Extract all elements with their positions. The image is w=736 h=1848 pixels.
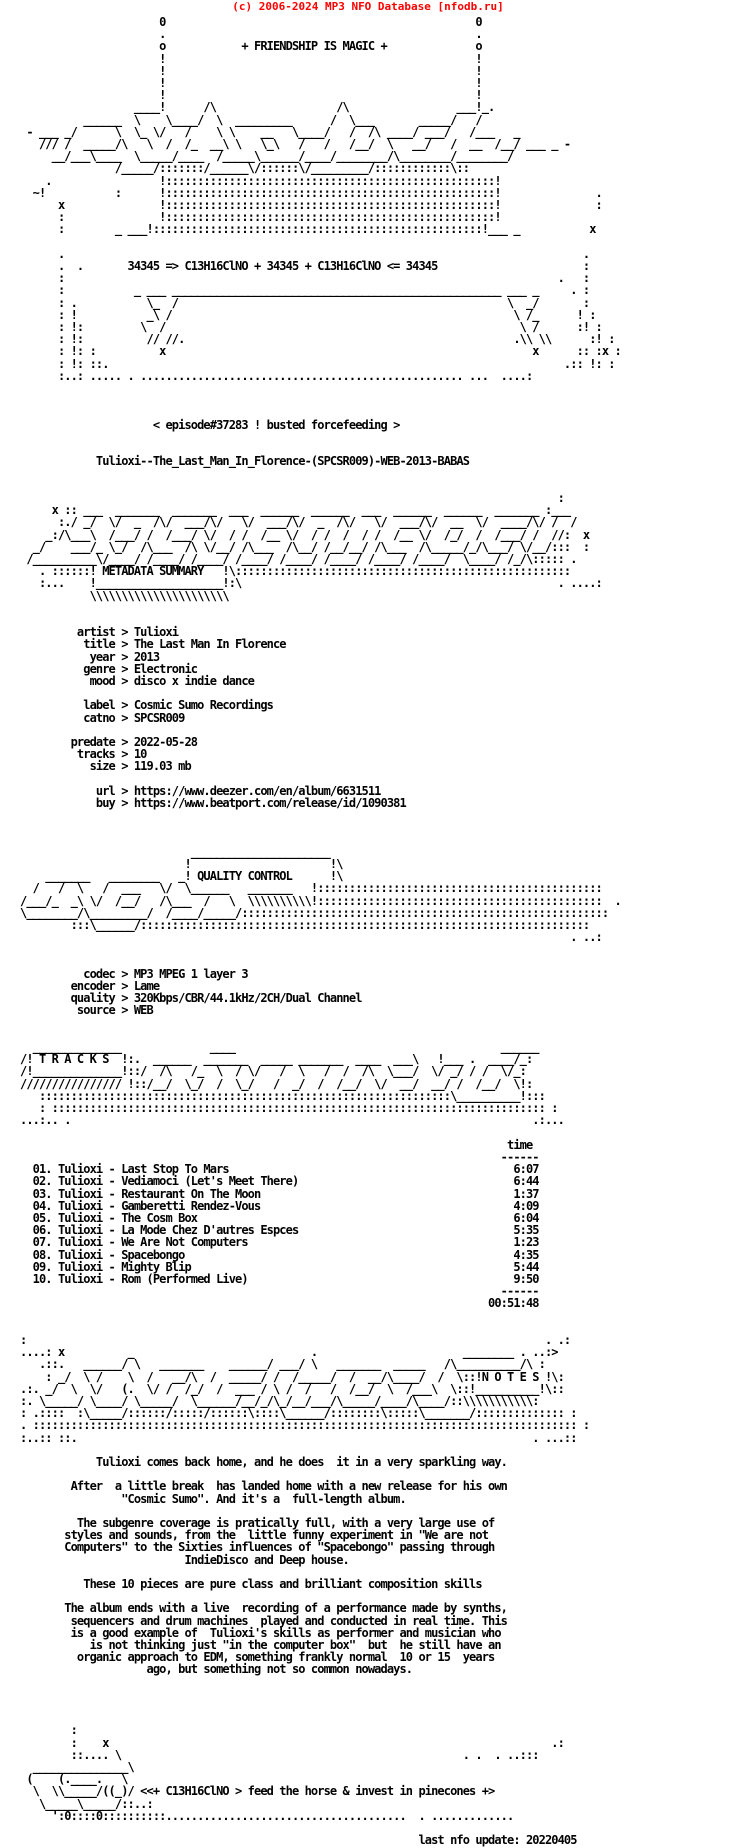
nfo-text	[20, 16, 621, 1846]
nfo-line: :	[20, 1723, 77, 1738]
nfo-line: : !::::::::::::::::::::::::::::::::::::::::::::::::::::!	[20, 210, 501, 225]
nfo-line: 00:51:48	[20, 1296, 539, 1311]
nfo-line: 01. Tulioxi - Last Stop To Mars 6:07	[20, 1162, 539, 1177]
nfo-line: /_____/:::::::/______\/::::::\/_________/::::::::::::\::	[20, 161, 470, 176]
nfo-line: : !: \ / \ / :! :	[20, 320, 602, 335]
nfo-line: : !: : x x :: :x :	[20, 344, 621, 359]
nfo-line: . :::::::::::::::::::::::::::::::::::::::::::::::::::::::::::::::::::::::::::::::::::::: :	[20, 1418, 590, 1433]
nfo-line: ------	[20, 1284, 539, 1299]
nfo-line: :./ _/ \/ _ /\/ ___/\/ \/ ___/\/ _ /\/ \/ ___/\/ __ \/ ____/\/ / /	[20, 515, 577, 530]
nfo-line: :..:: ::. . ...::	[20, 1430, 577, 1445]
nfo-line: \_____\_____/::..:	[20, 1796, 153, 1811]
nfo-line: :::::::::::::::::::::::::::::::::::::::::::::::::::::::::::::::::\__________!:::	[20, 1088, 545, 1103]
nfo-line: : ! _\ / \ /_ ! :	[20, 307, 596, 322]
nfo-line: /__________\/____/ /____/ /____/ /____/ /____/ /____/ /____/ /____/ \____/ /_/\::::: .	[20, 551, 577, 566]
nfo-line: : .:::: :\_____/::::::/:::::/::::::\::::\______/::::::::\:::::\_______/:::::::::::::: :	[20, 1406, 577, 1421]
nfo-line: :... !____________________!:\ . ....:	[20, 576, 602, 591]
nfo-line: 08. Tulioxi - Spacebongo 4:35	[20, 1247, 539, 1262]
nfo-line: . .	[20, 27, 482, 42]
nfo-line: quality > 320Kbps/CBR/44.1kHz/2CH/Dual Channel	[20, 991, 362, 1006]
nfo-line: title > The Last Man In Florence	[20, 637, 286, 652]
nfo-line: .:. _/ \ \/ (. \/ / /_/ / ___ / \ / / / /__/ \ /___\ \::!__________!\::	[20, 1381, 564, 1396]
nfo-line: ':0::::0::::::::::...................................... . .............	[20, 1808, 514, 1823]
nfo-line: Tulioxi--The_Last_Man_In_Florence-(SPCSR009)-WEB-2013-BABAS	[20, 454, 470, 469]
nfo-line: catno > SPCSR009	[20, 710, 185, 725]
nfo-line: . . 34345 => C13H16ClNO + 34345 + C13H16ClNO <= 34345 :	[20, 259, 590, 274]
nfo-line: tracks > 10	[20, 747, 147, 762]
nfo-line: Computers" to the Sixties influences of "Spacebongo" passing through	[20, 1540, 495, 1555]
nfo-line: source > WEB	[20, 1003, 153, 1018]
nfo-line: :::\______/:::::::::::::::::::::::::::::::::::::::::::::::::::::::::::::::::::::::	[20, 918, 590, 933]
nfo-line: ( (.____. \	[20, 1772, 128, 1787]
nfo-line: After a little break has landed home with a new release for his own	[20, 1479, 507, 1494]
nfo-line: ____! /\ /\ ___!_.	[20, 100, 495, 115]
nfo-line: artist > Tulioxi	[20, 625, 179, 640]
nfo-line: ! !\	[20, 857, 343, 872]
nfo-line: "Cosmic Sumo". And it's a full-length album.	[20, 1491, 406, 1506]
nfo-line: : _ ___ ____________________________________________________ ___ _ . :	[20, 283, 590, 298]
nfo-line: mood > disco x indie dance	[20, 673, 255, 688]
nfo-line: : :::::::::::::::::::::::::::::::::::::::::::::::::::::::::::::::::::::::::::::: :	[20, 1101, 558, 1116]
nfo-line: : x .:	[20, 1735, 564, 1750]
nfo-line: //////////////// !::/__/ \_/ / \_/ / _/ / /__/ \/ __/ __/ / /__/ \!:	[20, 1076, 533, 1091]
nfo-line: /!______________!::/ /\ /_ \ / \/ / \ / / /\ \___/ \/ _/ / / \/_:	[20, 1064, 526, 1079]
nfo-line: : . \_ / \ _/ :	[20, 295, 590, 310]
nfo-line: ! !	[20, 51, 482, 66]
nfo-line: organic approach to EDM, something frankly normal 10 or 15 years	[20, 1650, 495, 1665]
nfo-line: 10. Tulioxi - Rom (Performed Live) 9:50	[20, 1271, 539, 1286]
nfo-line: buy > https://www.beatport.com/release/id/1090381	[20, 796, 406, 810]
nfo-line: ~! : !::::::::::::::::::::::::::::::::::::::::::::::::::::! .	[20, 185, 602, 200]
nfo-line: 05. Tulioxi - The Cosm Box 6:04	[20, 1210, 539, 1225]
nfo-line: . !::::::::::::::::::::::::::::::::::::::::::::::::::::!	[20, 173, 501, 188]
nfo-line: 02. Tulioxi - Vediamoci (Let's Meet There) 6:44	[20, 1174, 539, 1189]
nfo-line: label > Cosmic Sumo Recordings	[20, 698, 273, 713]
nfo-line: ! !	[20, 88, 482, 103]
nfo-line: year > 2013	[20, 649, 160, 664]
nfo-line: last nfo update: 20220405	[20, 1833, 577, 1848]
nfo-line: 0 0	[20, 15, 482, 29]
nfo-line: : !: // //. .\\ \\ :! :	[20, 332, 615, 347]
nfo-line: 09. Tulioxi - Mighty Blip 5:44	[20, 1259, 539, 1274]
nfo-line: The album ends with a live recording of a performance made by synths,	[20, 1601, 507, 1616]
nfo-line: ! !	[20, 76, 482, 91]
nfo-line: :..: ..... . ................................................... ... ....:	[20, 368, 533, 383]
nfo-line: : . :	[20, 271, 590, 286]
nfo-line: x !::::::::::::::::::::::::::::::::::::::::::::::::::::! :	[20, 198, 602, 213]
nfo-line: These 10 pieces are pure class and brilliant composition skills	[20, 1577, 482, 1591]
nfo-line: predate > 2022-05-28	[20, 734, 198, 749]
nfo-line: ....: x _ . ________ . ..:>	[20, 1345, 558, 1360]
nfo-line: IndieDisco and Deep house.	[20, 1552, 349, 1567]
nfo-line: : !: ::. .:: !: :	[20, 356, 615, 371]
nfo-line: /! T R A C K S !:. ______ _______ _____ _______ ____ ___\ !___ . ____/_:	[20, 1052, 533, 1067]
nfo-line: 04. Tulioxi - Gamberetti Rendez-Vous 4:09	[20, 1198, 539, 1213]
nfo-line: is a good example of Tulioxi's skills as performer and musician who	[20, 1625, 501, 1640]
nfo-line: url > https://www.deezer.com/en/album/6631511	[20, 783, 381, 798]
nfo-line: genre > Electronic	[20, 661, 198, 676]
nfo-line: _/ ___/_ \_/ /\___ /\ \/__/ /\___ /\__/ /__/__/ /\___ /\_____/_/\___/ \/__/::: :	[20, 539, 590, 554]
nfo-line: time	[20, 1137, 533, 1152]
nfo-line: ago, but something not so common nowadays.	[20, 1662, 413, 1677]
nfo-line: size > 119.03 mb	[20, 759, 191, 774]
nfo-line: sequencers and drum machines played and conducted in real time. This	[20, 1613, 507, 1628]
nfo-line: 03. Tulioxi - Restaurant On The Moon 1:37	[20, 1186, 539, 1201]
nfo-line: : _/ \ / \ / __/\ / _____/ / /_____/ / __/\____/ / \::!N O T E S !\:	[20, 1369, 564, 1384]
nfo-line: . ::::::! METADATA SUMMARY !\:::::::::::::::::::::::::::::::::::::::::::::::::::::	[20, 564, 571, 579]
nfo-line: \ \\_____/((_)/ <<+ C13H16ClNO > feed the horse & invest in pinecones +>	[20, 1784, 495, 1799]
nfo-line: ::.... \ . . . ..:::	[20, 1747, 539, 1762]
nfo-line: /// / _____/\ \ / /_ __\ \ \_\ / / /__/ \ __/ / __ /__/ ___ _ -	[20, 137, 571, 152]
nfo-line: . .	[20, 246, 590, 261]
nfo-line: ------	[20, 1149, 539, 1164]
nfo-line: /___/_ _\ \/ /__/ /\___ / \ \\\\\\\\\\!::::::::::::::::::::::::::::::::::::::::::::: .	[20, 893, 621, 908]
nfo-line: \________/\_________/ /____/_____/::::::::::::::::::::::::::::::::::::::::::::::::::::::::::	[20, 905, 609, 920]
nfo-line: o + FRIENDSHIP IS MAGIC + o	[20, 39, 482, 54]
nfo-line: styles and sounds, from the little funny experiment in "We are not	[20, 1528, 489, 1543]
nfo-line: codec > MP3 MPEG 1 layer 3	[20, 966, 248, 981]
nfo-line: encoder > Lame	[20, 979, 160, 994]
nfo-line: : _ ___!::::::::::::::::::::::::::::::::::::::::::::::::::::!___ _ x	[20, 222, 596, 237]
nfo-line: Tulioxi comes back home, and he does it in a very sparkling way.	[20, 1454, 507, 1469]
nfo-line: . ..:	[20, 930, 602, 945]
nfo-line: x :: ___ _______ _______ ___ ______ ______ ___ ______ ______ _______ :___	[20, 503, 571, 518]
nfo-line: The subgenre coverage is pratically full, with a very large use of	[20, 1515, 495, 1530]
nfo-line: :	[20, 490, 564, 505]
nfo-line: \\\\\\\\\\\\\\\\\\\\\\	[20, 588, 229, 603]
nfo-line: ______________ ____ ______	[20, 1040, 539, 1055]
nfo-line: 06. Tulioxi - La Mode Chez D'autres Espces 5:35	[20, 1223, 539, 1238]
nfo-line: _:/\___\ /___/ / /___/ \/ / / /__ \/ / / / / / /__ \/ /_/ / /___/ / //: x	[20, 527, 590, 542]
nfo-line: < episode#37283 ! busted forcefeeding >	[20, 417, 400, 432]
nfo-line: _______ ________ _! QUALITY CONTROL !\	[20, 869, 343, 884]
nfo-line: __/___\____ \_____/____ /_____\______/____/________/\________/________/	[20, 149, 514, 164]
nfo-line: - ___ _/ \ \_ \/ / \ \ __ \____/ / /\ ____/ ___/ /___ _	[20, 124, 520, 139]
nfo-line: : . .:	[20, 1332, 571, 1347]
nfo-line: is not thinking just "in the computer box" but he still have an	[20, 1638, 501, 1653]
nfo-line: .::. ______/ \ _______ ______/ ___/ \ _______ _____ /\__________/\ :	[20, 1357, 545, 1372]
nfo-line: ______________________	[20, 844, 330, 859]
nfo-line: ______ \ \____/ \ _________ / \___ _____/ /	[20, 112, 482, 127]
nfo-line: 07. Tulioxi - We Are Not Computers 1:23	[20, 1235, 539, 1250]
nfo-line: ...:.. . .:...	[20, 1113, 564, 1128]
nfo-line: _______________\	[20, 1760, 134, 1775]
nfo-line: / / \ / ___ \/ \______ _______ !:::::::::::::::::::::::::::::::::::::::::::::	[20, 881, 602, 896]
nfo-line: ! !	[20, 63, 482, 78]
nfo-line: :. \_____/ \____/ \_____/ \______/__/_/\_/__/___/\_____/____/\____/::\\\\\\\\\\\:	[20, 1393, 539, 1408]
site-header: (c) 2006-2024 MP3 NFO Database [nfodb.ru]	[232, 0, 504, 13]
